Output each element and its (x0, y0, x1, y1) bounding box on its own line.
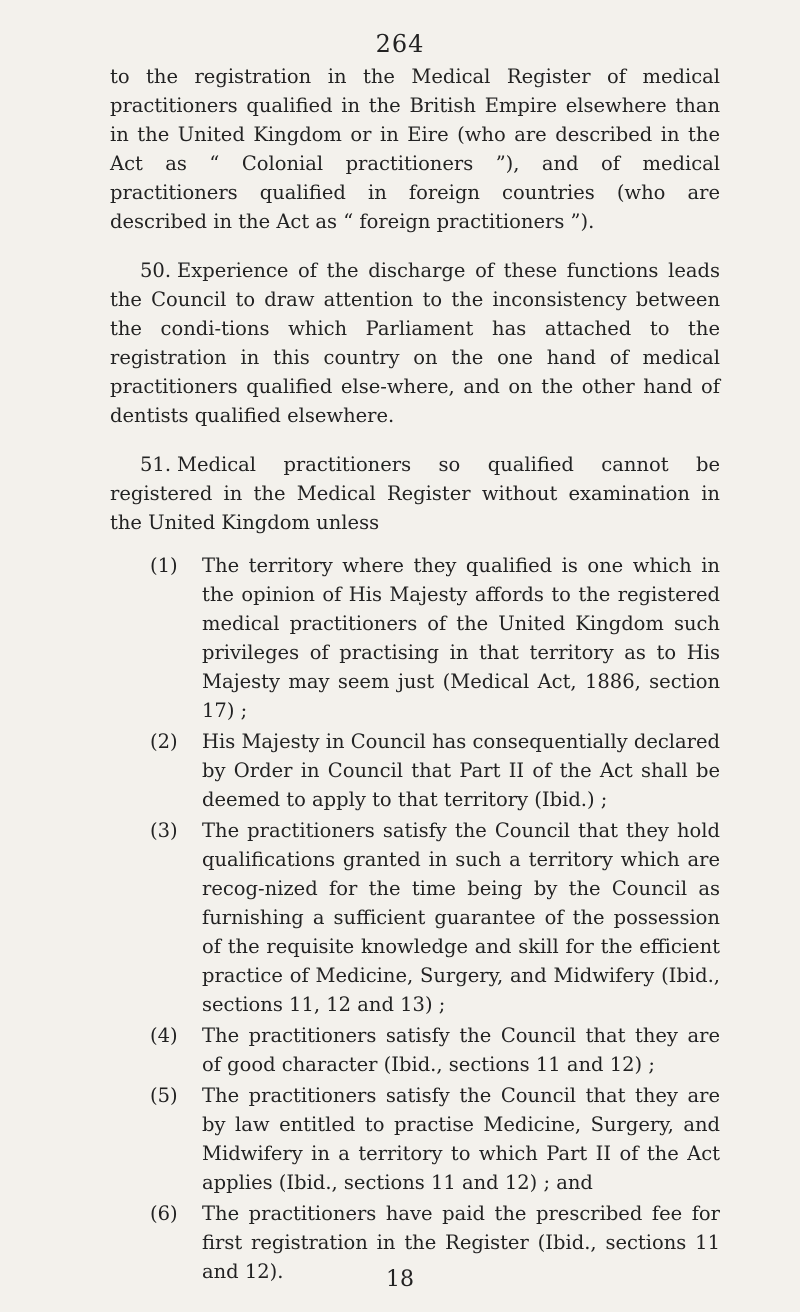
paragraph-number: 51. (140, 453, 172, 476)
condition-number: (1) (150, 554, 178, 577)
condition-text: The practitioners satisfy the Council that they are by law entitled to practise Medicine, Surgery, and Midwifery in a territory to which Part II of the Act applies (Ibid., sections 11 and 12) ; and (202, 1084, 720, 1194)
document-body (110, 62, 720, 1288)
condition-number: (3) (150, 819, 178, 842)
condition-text: The practitioners have paid the prescribed fee for first registration in the Register (Ibid., sections 11 and 12). (202, 1202, 720, 1283)
paragraph-51 (110, 450, 720, 537)
condition-text: The territory where they qualified is one which in the opinion of His Majesty affords to the registered medical practitioners of the United Kingdom such privileges of practising in that territory as to His Majesty may seem just (Medical Act, 1886, section 17) ; (202, 554, 720, 722)
condition-text: The practitioners satisfy the Council that they hold qualifications granted in such a territory which are recog-nized for the time being by the Council as furnishing a sufficient guarantee of the possession of the requisite knowledge and skill for the efficient practice of Medicine, Surgery, and Midwifery (Ibid., sections 11, 12 and 13) ; (202, 819, 720, 1016)
condition-list (110, 551, 720, 1286)
condition-item (150, 1021, 720, 1079)
paragraph-50 (110, 256, 720, 430)
paragraph-number: 50. (140, 259, 172, 282)
signature-mark: 18 (386, 1267, 414, 1292)
condition-text: The practitioners satisfy the Council that they are of good character (Ibid., sections 11 and 12) ; (202, 1024, 720, 1076)
condition-text: His Majesty in Council has consequentially declared by Order in Council that Part II of the Act shall be deemed to apply to that territory (Ibid.) ; (202, 730, 720, 811)
condition-item (150, 727, 720, 814)
condition-number: (6) (150, 1202, 178, 1225)
condition-number: (4) (150, 1024, 178, 1047)
paragraph-text: Medical practitioners so qualified cannot be registered in the Medical Register without examination in the United Kingdom unless (110, 453, 720, 534)
condition-item (150, 1081, 720, 1197)
page-number: 264 (375, 30, 425, 58)
condition-item (150, 816, 720, 1019)
paragraph-text: Experience of the discharge of these functions leads the Council to draw attention to the inconsistency between the condi-tions which Parliament has attached to the registration in this country on the one hand of medical practitioners qualified else-where, and on the other hand of dentists qualified elsewhere. (110, 259, 720, 427)
condition-item (150, 551, 720, 725)
condition-number: (5) (150, 1084, 178, 1107)
condition-number: (2) (150, 730, 178, 753)
continued-paragraph: to the registration in the Medical Register of medical practitioners qualified in the British Empire elsewhere than in the United Kingdom or in Eire (who are described in the Act as “ Colonial practitioners ”), and of medical practitioners qualified in foreign countries (who are described in the Act as “ foreign practitioners ”). (110, 65, 720, 233)
